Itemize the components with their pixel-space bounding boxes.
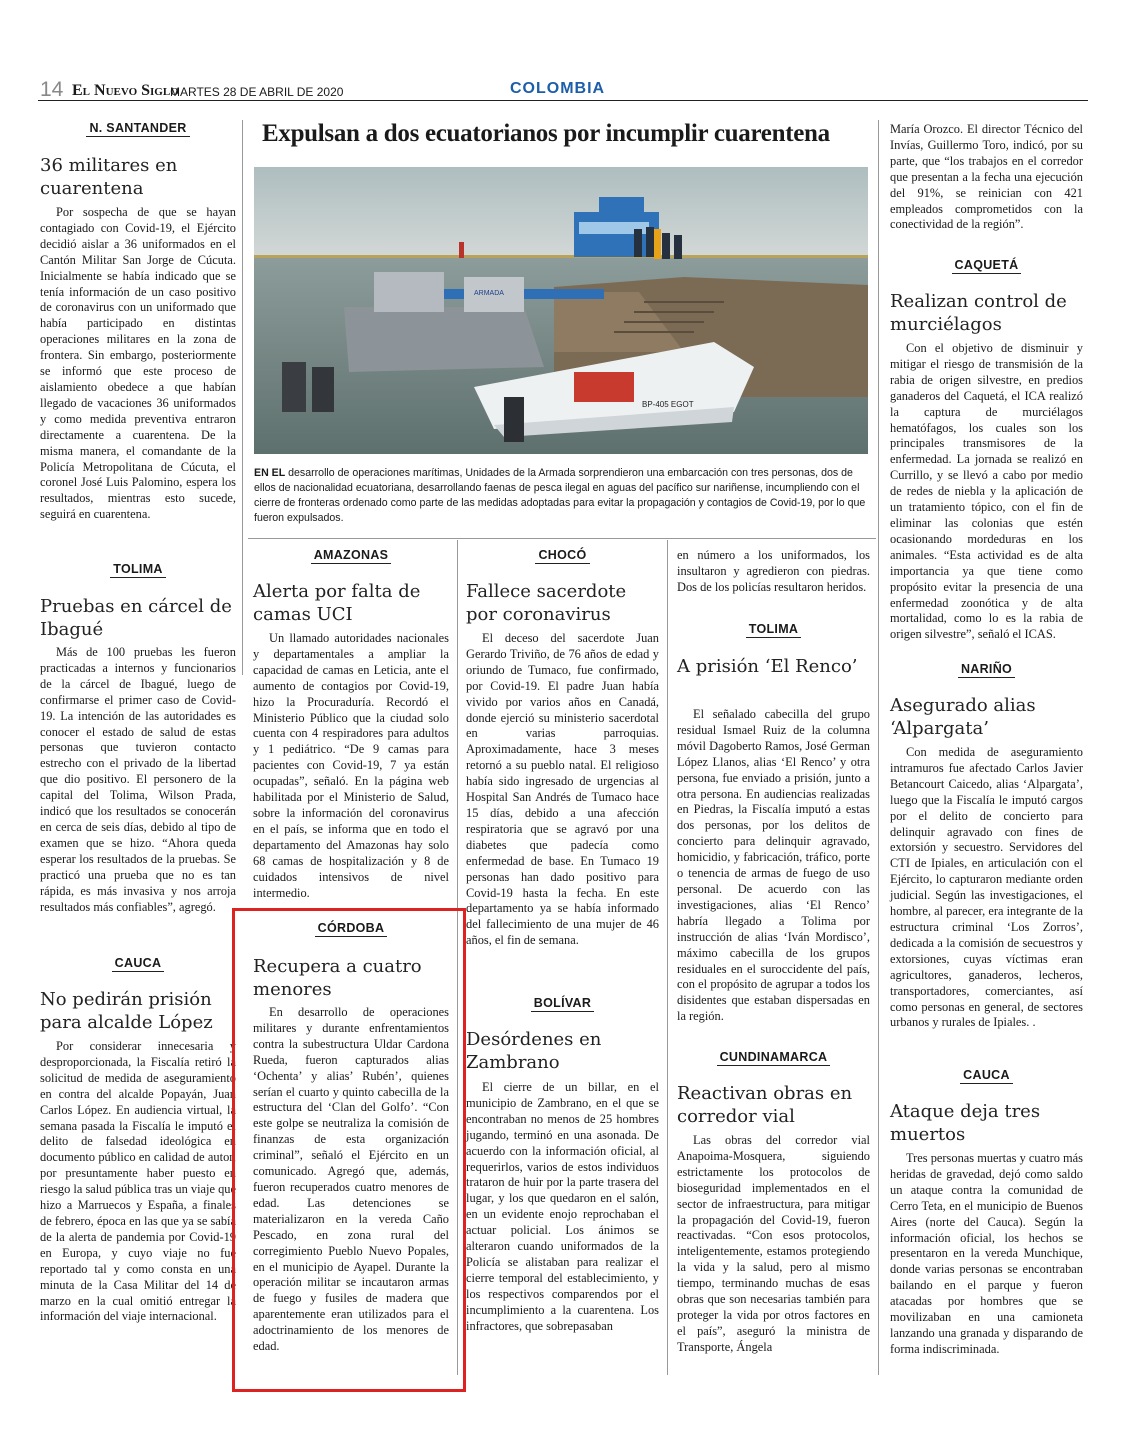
- section-tag: BOLÍVAR: [466, 996, 659, 1012]
- article-body: Con medida de aseguramiento intramuros fue afectado Carlos Javier Betancourt Caicedo, alias ‘Alpargata’, luego que la Fiscalía le imputó cargos por el delito de concierto para delinquir agravado con fines de extorsión y secuestro. Servidores del CTI de Ipiales, en articulación con el Ejército, lo capturaron mediante orden judicial. Según las investigaciones, el hombre, al parecer, era integrante de la estructura criminal ‘Los Zorros’, dedicada a la comisión de secuestros y extorsiones, cuyas víctimas eran agricultores, ganaderos, lecheros, transportadores, comerciantes, así como personas en general, de sectores urbanos y rurales de Ipiales. .: [890, 745, 1083, 1030]
- main-headline: Expulsan a dos ecuatorianos por incumplir cuarentena: [262, 120, 830, 147]
- newspaper-name: El Nuevo Siglo: [72, 82, 179, 99]
- section-tag: TOLIMA: [40, 562, 236, 578]
- section-tag: CHOCÓ: [466, 548, 659, 564]
- article-headline: Alerta por falta de camas UCI: [253, 581, 421, 625]
- article-headline: Reactivan obras en corredor vial: [677, 1083, 853, 1127]
- column-rule: [667, 540, 668, 1375]
- boat-registration: BP-405 EGOT: [642, 400, 694, 409]
- article-body: El cierre de un billar, en el municipio de Zambrano, en el que se encontraban no menos de 25 hombres jugando, terminó en una asonada. De acuerdo con la información oficial, al requerirlos, varios de estos individuos trataron de huir por la parte trasera del lugar, y los que quedaron en el salón, en un evidente enojo reprochaban el actuar policial. Los ánimos se alteraron cuando uniformados de la Policía se alistaban para realizar el cierre temporal del establecimiento, y los respectivos comparendos por el incumplimiento a la cuarentena. Los infractores, que sobrepasaban: [466, 1080, 659, 1333]
- caption-rule: [248, 538, 876, 539]
- article-headline: Desórdenes en Zambrano: [466, 1029, 602, 1073]
- section-tag: CÓRDOBA: [253, 921, 449, 937]
- article-body: Por sospecha de que se hayan contagiado con Covid-19, el Ejército decidió aislar a 36 uniformados en el Cantón Militar San Jorge de Cúcuta. Inicialmente se había indicado que se tenía información de un caso positivo de coronavirus con un uniformado que había participado en distintas operaciones militares en la zona de frontera. Sin embargo, posteriormente se informó que este proceso de aislamiento obedece a que habían llegado de vacaciones 36 uniformados y como medida preventiva entraron directamente a cuarentena. De la misma manera, el comandante de la Policía Metropolitana de Cúcuta, el coronel José Luis Palomino, espera los resultados, mientras esto sucede, seguirá en cuarentena.: [40, 205, 236, 522]
- article-body: El deceso del sacerdote Juan Gerardo Triviño, de 76 años de edad y oriundo de Tumaco, fue confirmado, por Covid-19. El padre Juan había vivido por varios años en Canadá, donde ejerció su ministerio sacerdotal en varias parroquias. Aproximadamente, hace 3 meses retornó a su pueblo natal. El religioso había sido ingresado de urgencias al Hospital San Andrés de Tumaco hace 15 días, debido a una afección respiratoria que se agravó por una diabetes que padecía como enfermedad de base. En Tumaco 19 personas han dado positivo para Covid-19 hasta la fecha. En este departamento ya se había informado del fallecimiento de una mujer de 46 años, el fin de semana.: [466, 631, 659, 948]
- section-tag: CAUCA: [890, 1068, 1083, 1084]
- article-body: Tres personas muertas y cuatro más heridas de gravedad, dejó como saldo un ataque contra la comunidad de Cerro Teta, en el municipio de Buenos Aires (norte del Cauca). Según la información oficial, los hechos se presentaron en la vereda Munchique, donde varias personas se encontraban bailando en el parque y fueron atacadas por hombres que se movilizaban en una camioneta lanzando una granada y disparando de forma indiscriminada.: [890, 1151, 1083, 1356]
- article-body: El señalado cabecilla del grupo residual Ismael Ruiz de la columna móvil Dagoberto Ramos, José German López Llanos, alias ‘El Renco’ y otra persona, fue enviado a prisión, junto a otra persona. En audiencias realizadas en Piedras, la Fiscalía imputó a estas dos personas, por los delitos de concierto para delinquir agravado, homicidio, y fabricación, tráfico, porte o tenencia de armas de fuego de uso personal. De acuerdo con las investigaciones, alias ‘El Renco’ habría llegado a Tolima por instrucción de alias ‘Iván Mordisco’, máximo cabecilla de los grupos residuales en el suroccidente del país, con el propósito de agrupar a todos los disidentes que estaban dispersadas en la región.: [677, 707, 870, 1024]
- news-photo: [254, 167, 868, 454]
- column-rule: [878, 120, 879, 540]
- article-body: Las obras del corredor vial Anapoima-Mosquera, siguiendo estrictamente los protocolos de bioseguridad implementados en el sector de infraestructura, para mitigar la propagación del Covid-19, fueron reactivadas. “Con esos protocolos, inteligentemente, estamos protegiendo la vida y la salud, pero al mismo tiempo, terminando muchas de esas obras que son necesarias también para proteger la vida por otros factores en el país”, aseguró la ministra de Transporte, Ángela: [677, 1133, 870, 1354]
- article-headline: No pedirán prisión para alcalde López: [40, 989, 213, 1033]
- section-tag: CUNDINAMARCA: [677, 1050, 870, 1066]
- boat-dock-illustration: [254, 167, 868, 454]
- article-continuation: en número a los uniformados, los insultaron y agredieron con piedras. Dos de los policías resultaron heridos.: [677, 548, 870, 594]
- section-tag: CAQUETÁ: [890, 258, 1083, 274]
- page-number: 14: [40, 78, 64, 101]
- column-rule: [242, 120, 243, 675]
- article-headline: Realizan control de murciélagos: [890, 291, 1067, 335]
- section-tag: N. SANTANDER: [40, 121, 236, 137]
- highlight-box: [232, 908, 466, 1392]
- article-body: Un llamado autoridades nacionales y departamentales a ampliar la capacidad de camas en Leticia, ante el aumento de contagios por Covid-19, hizo la Procuraduría. Recordó el Ministerio Público que la ciudad solo cuenta con 4 respiradores para adultos y 1 pediátrico. “De 9 camas para pacientes con Covid-19, 7 ya están ocupadas”, señaló. En la página web habilitada por el Ministerio de Salud, sobre la información del coronavirus en el país, se informa que en todo el departamento del Amazonas hay solo 68 camas de hospitalización y 8 de cuidados intensivos de nivel intermedio.: [253, 631, 449, 900]
- article-headline: Asegurado alias ‘Alpargata’: [890, 695, 1036, 739]
- section-tag: NARIÑO: [890, 662, 1083, 678]
- article-headline: Ataque deja tres muertos: [890, 1101, 1041, 1145]
- article-body: Con el objetivo de disminuir y mitigar el riesgo de transmisión de la rabia de origen silvestre, en predios ganaderos del Caquetá, el ICA realizó la captura de murciélagos hematófagos, los cuales son los principales transmisores de la enfermedad. La jornada se realizó en Currillo, y se llevó a cabo por medio de redes de niebla y la aplicación de un tratamiento tópico, con el fin de eliminar las colonias que estén ocasionando mordeduras en los animales. “Esta actividad es de alta importancia ya que tiene como propósito evitar la presencia de una enfermedad zoonótica y de alta mortalidad, como lo es la rabia de origen silvestre”, señaló el ICAS.: [890, 341, 1083, 642]
- article-body: En desarrollo de operaciones militares y durante enfrentamientos contra la subestructura Uldar Cardona Rueda, fueron capturados alias ‘Ochenta’ y alias’ Rubén’, quienes serían el cuarto y quinto cabecilla de la estructura del ‘Clan del Golfo’. “Con este golpe se neutraliza la comisión de finanzas de esta organización criminal”, señaló el Ejército en un comunicado. Agregó que, además, fueron recuperados cuatro menores de edad. Las detenciones se materializaron en la vereda Caño Pescado, en zona rural del corregimiento Pueblo Nuevo Popales, en el municipio de Ayapel. Durante la operación militar se incautaron armas de fuego y fusiles de madera que aparentemente eran utilizados para el adoctrinamiento de los menores de edad.: [253, 1005, 449, 1354]
- article-headline: Fallece sacerdote por coronavirus: [466, 581, 627, 625]
- vessel-label: ARMADA: [474, 290, 504, 297]
- article-headline: A prisión ‘El Renco’: [677, 656, 858, 677]
- article-headline: Recupera a cuatro menores: [253, 956, 422, 1000]
- photo-caption: EN EL desarrollo de operaciones marítimas, Unidades de la Armada sorprendieron una embarcación con tres personas, dos de ellos de nacionalidad ecuatoriana, desarrollando faenas de pesca ilegal en aguas del pacífico sur nariñense, incumpliendo con el cierre de fronteras ordenado como parte de las medidas adoptadas para evitar la propagación y contagios de Covid-19, por lo que fueron expulsados.: [254, 467, 866, 524]
- section-tag: AMAZONAS: [253, 548, 449, 564]
- section-name: COLOMBIA: [510, 80, 606, 97]
- article-body: Por considerar innecesaria y desproporcionada, la Fiscalía retiró la solicitud de medida de aseguramiento en contra del alcalde Popayán, Juan Carlos López. En audiencia virtual, la semana pasada la Fiscalía le imputó el delito de falsedad ideológica en documento público en calidad de autor, por presuntamente haber puesto en riesgo la salud pública tras un viaje que hizo a Marruecos y España, a finales de febrero, época en las que ya se sabía de la alerta de pandemia por Covid-19 en Europa, y cuyo viaje no fue reportado tal y como consta en una minuta de la Casa Militar del 14 de marzo en la cual omitió entregar la información del viaje internacional.: [40, 1039, 236, 1324]
- article-headline: Pruebas en cárcel de Ibagué: [40, 596, 232, 640]
- issue-date: MARTES 28 DE ABRIL DE 2020: [170, 85, 344, 99]
- column-rule: [878, 540, 879, 1375]
- section-tag: CAUCA: [40, 956, 236, 972]
- article-continuation: María Orozco. El director Técnico del Invías, Guillermo Toro, indicó, por su parte, que “los trabajos en el corredor que presentan a la fecha una ejecución del 91%, se reinician con 421 empleados comprometidos con la conectividad de la región”.: [890, 122, 1083, 232]
- header-rule: [38, 100, 1088, 101]
- article-body: Más de 100 pruebas les fueron practicadas a internos y funcionarios de la cárcel de Ibagué, luego de confirmarse el primer caso de Covid-19. La intención de las autoridades es conocer el estado de salud de estas personas que tuvieron contacto estrecho con el privado de la libertad que dio positivo. El personero de la capital del Tolima, Wilson Prada, indicó que los resultados se conocerán en cerca de seis días, debido al tipo de examen que se hizo. “Ahora queda esperar los resultados de la pruebas. Se practicó una prueba que no es tan rápida, es más invasiva y nos arroja resultados más confiables”, agregó.: [40, 645, 236, 914]
- article-headline: 36 militares en cuarentena: [40, 155, 178, 199]
- section-tag: TOLIMA: [677, 622, 870, 638]
